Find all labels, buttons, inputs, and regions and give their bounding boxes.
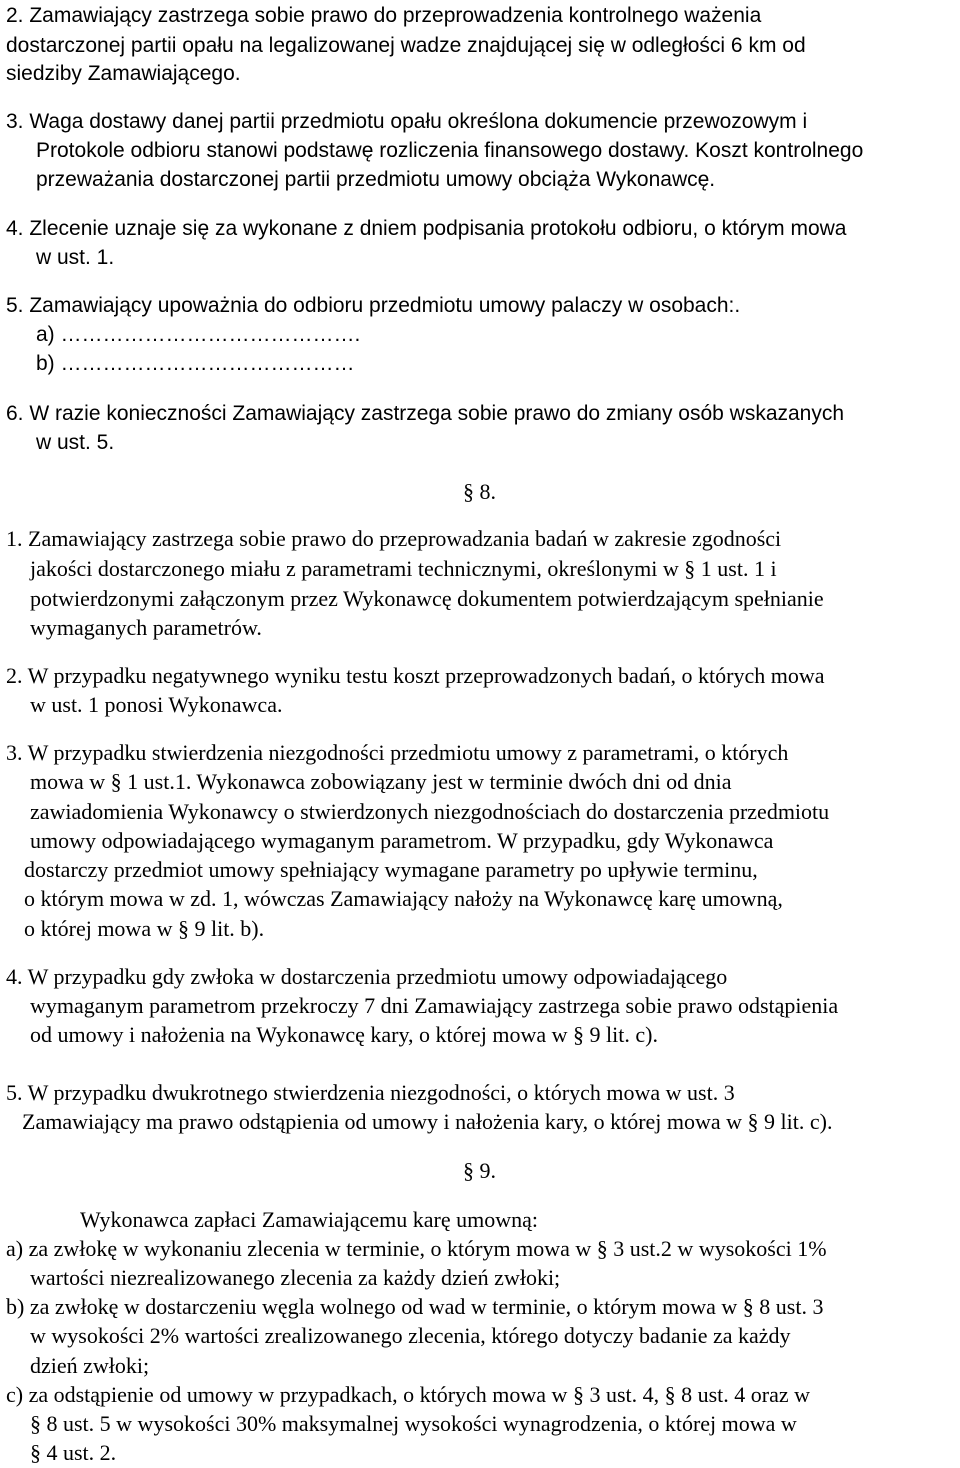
text-line: 6. W razie konieczności Zamawiający zastrzega sobie prawo do zmiany osób wskazanych [6, 402, 845, 425]
text-line: wartości niezrealizowanego zlecenia za każdy dzień zwłoki; [30, 1265, 561, 1290]
text-line: § 4 ust. 2. [30, 1440, 117, 1465]
text-line: 3. Waga dostawy danej partii przedmiotu opału określona dokumencie przewozowym i [6, 110, 808, 133]
text-line: Wykonawca zapłaci Zamawiającemu karę umowną: [80, 1207, 539, 1232]
text-line: 3. W przypadku stwierdzenia niezgodności przedmiotu umowy z parametrami, o których [6, 740, 789, 765]
text-line: c) za odstąpienie od umowy w przypadkach, o których mowa w § 3 ust. 4, § 8 ust. 4 oraz w [6, 1382, 811, 1407]
text-line: dostarczy przedmiot umowy spełniający wymagane parametry po upływie terminu, [24, 857, 758, 882]
text-line: w ust. 5. [36, 431, 115, 454]
text-line: zawiadomienia Wykonawcy o stwierdzonych niezgodnościach do dostarczenia przedmiotu [30, 799, 830, 824]
text-line: potwierdzonymi załączonym przez Wykonawcę dokumentem potwierdzającym spełnianie [30, 586, 824, 611]
text-line: 5. W przypadku dwukrotnego stwierdzenia niezgodności, o których mowa w ust. 3 [6, 1080, 735, 1105]
text-line: jakości dostarczonego miału z parametrami technicznymi, określonymi w § 1 ust. 1 i [30, 556, 777, 581]
text-line: dzień zwłoki; [30, 1353, 150, 1378]
text-line: przeważania dostarczonej partii przedmiotu umowy obciąża Wykonawcę. [36, 168, 716, 191]
text-line: siedziby Zamawiającego. [6, 62, 241, 85]
section-heading: § 8. [463, 479, 496, 504]
text-line: Protokole odbioru stanowi podstawę rozliczenia finansowego dostawy. Koszt kontrolnego [36, 139, 864, 162]
text-line: 1. Zamawiający zastrzega sobie prawo do przeprowadzania badań w zakresie zgodności [6, 526, 782, 551]
text-line: w ust. 1. [36, 246, 115, 269]
text-line: 4. W przypadku gdy zwłoka w dostarczenia przedmiotu umowy odpowiadającego [6, 964, 728, 989]
text-line: o której mowa w § 9 lit. b). [24, 916, 265, 941]
text-line: od umowy i nałożenia na Wykonawcę kary, o której mowa w § 9 lit. c). [30, 1022, 658, 1047]
text-line: a) za zwłokę w wykonaniu zlecenia w terminie, o którym mowa w § 3 ust.2 w wysokości 1% [6, 1236, 827, 1261]
text-line: a) ……………………………………. [36, 323, 361, 346]
text-line: 5. Zamawiający upoważnia do odbioru przedmiotu umowy palaczy w osobach:. [6, 294, 741, 317]
text-line: wymaganym parametrom przekroczy 7 dni Zamawiający zastrzega sobie prawo odstąpienia [30, 993, 839, 1018]
section-heading: § 9. [463, 1158, 496, 1183]
text-line: o którym mowa w zd. 1, wówczas Zamawiający nałoży na Wykonawcę karę umowną, [24, 886, 783, 911]
text-line: Zamawiający ma prawo odstąpienia od umowy i nałożenia kary, o której mowa w § 9 lit. c). [22, 1109, 833, 1134]
text-line: dostarczonej partii opału na legalizowanej wadze znajdującej się w odległości 6 km od [6, 34, 806, 57]
text-line: § 8 ust. 5 w wysokości 30% maksymalnej wysokości wynagrodzenia, o której mowa w [30, 1411, 797, 1436]
text-line: b) …………………………………… [36, 352, 355, 375]
text-line: b) za zwłokę w dostarczeniu węgla wolnego od wad w terminie, o którym mowa w § 8 ust. 3 [6, 1294, 824, 1319]
text-line: w ust. 1 ponosi Wykonawca. [30, 692, 283, 717]
text-line: 2. W przypadku negatywnego wyniku testu koszt przeprowadzonych badań, o których mowa [6, 663, 825, 688]
text-line: 4. Zlecenie uznaje się za wykonane z dniem podpisania protokołu odbioru, o którym mowa [6, 217, 847, 240]
text-line: wymaganych parametrów. [30, 615, 262, 640]
text-line: mowa w § 1 ust.1. Wykonawca zobowiązany jest w terminie dwóch dni od dnia [30, 769, 732, 794]
text-line: 2. Zamawiający zastrzega sobie prawo do przeprowadzenia kontrolnego ważenia [6, 4, 762, 27]
text-line: w wysokości 2% wartości zrealizowanego zlecenia, którego dotyczy badanie za każdy [30, 1323, 791, 1348]
text-line: umowy odpowiadającego wymaganym parametrom. W przypadku, gdy Wykonawca [30, 828, 774, 853]
